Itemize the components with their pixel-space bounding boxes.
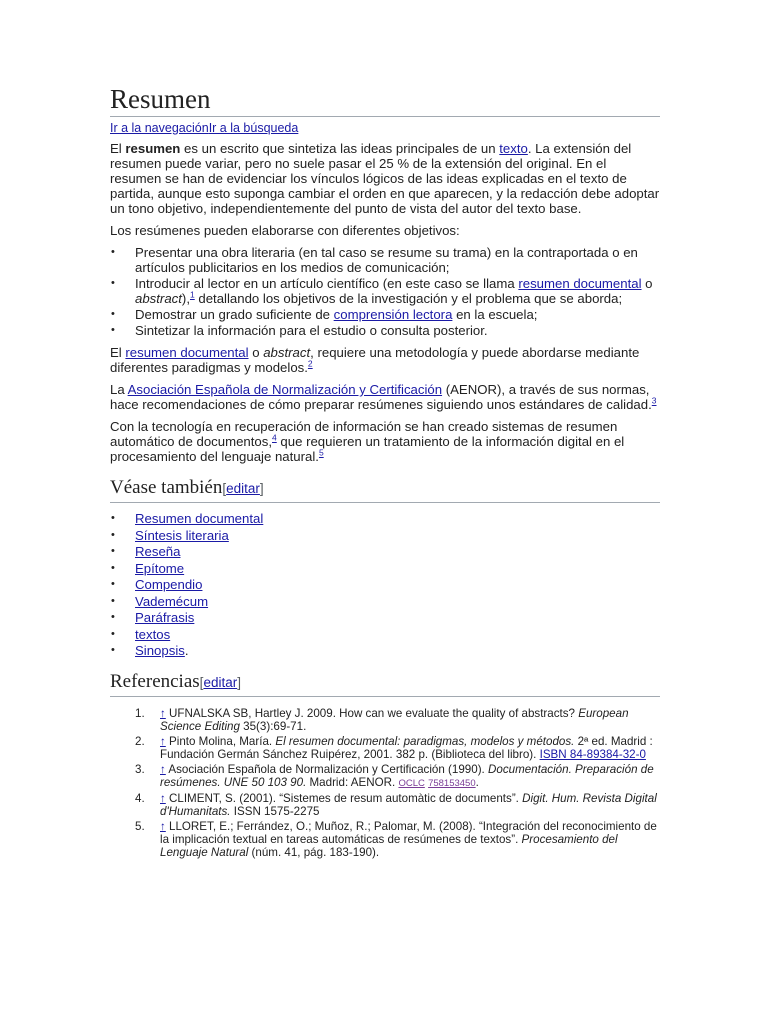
- intro-paragraph: El resumen es un escrito que sintetiza las ideas principales de un texto. La extensión del resumen puede variar, pero no suele pasar el 25 % de la extensión del original. En el resumen se han de evidenciar los vínculos lógicos de las ideas explicadas en el texto de partida, aunque esto suponga cambiar el orden en que aparecen, y la redacción debe adoptar un tono objetivo, independientemente del punto de vista del autor del texto base.: [110, 141, 660, 216]
- reference-item: 1. ↑ UFNALSKA SB, Hartley J. 2009. How can we evaluate the quality of abstracts? European Science Editing 35(3):69-71.: [135, 707, 629, 734]
- jump-links: [110, 121, 660, 135]
- isbn-link[interactable]: ISBN 84-89384-32-0: [539, 748, 646, 762]
- see-also-link[interactable]: Síntesis literaria: [135, 527, 229, 543]
- see-also-link[interactable]: Compendio: [135, 577, 203, 592]
- list-item: [110, 577, 660, 592]
- list-item: [110, 561, 660, 576]
- citation-1-link[interactable]: 1: [189, 289, 195, 300]
- see-also-heading: Véase también[editar]: [110, 476, 660, 503]
- edit-section: [editar]: [199, 675, 241, 690]
- comprension-lectora-link[interactable]: comprensión lectora: [333, 307, 453, 322]
- list-item: • Introducir al lector en un artículo científico (en este caso se llama resumen documental o abstract),$^1$ detallando los objetivos de la investigación y el problema que se aborda;: [110, 276, 660, 306]
- reference-item: 5. ↑ LLORET, E.; Ferrández, O.; Muñoz, R.; Palomar, M. (2008). “Integración del reconocimiento de la implicación textual en tareas automáticas de resúmenes de textos”. Procesamiento del Lenguaje Natural (núm. 41, pág. 183-190).: [135, 819, 657, 860]
- reference-item: 4. ↑ CLIMENT, S. (2001). “Sistemes de resum automàtic de documents”. Digit. Hum. Revista Digital d'Humanitats. ISSN 1575-2275: [135, 791, 657, 818]
- objectives-list: [110, 245, 660, 338]
- resumen-documental-link[interactable]: resumen documental: [518, 276, 642, 291]
- back-to-citation-link[interactable]: ↑: [160, 762, 166, 776]
- back-to-citation-link[interactable]: ↑: [160, 791, 166, 805]
- see-also-link[interactable]: Epítome: [135, 560, 185, 576]
- edit-see-also-link[interactable]: editar: [226, 481, 260, 496]
- list-item: [110, 627, 660, 642]
- page-title: Resumen: [110, 82, 660, 117]
- see-also-link[interactable]: Vademécum: [135, 593, 209, 609]
- citation-4-link[interactable]: 4: [272, 432, 277, 443]
- back-to-citation-link[interactable]: ↑: [160, 734, 166, 748]
- list-item: [110, 528, 660, 543]
- list-item: [110, 610, 660, 625]
- reference-item: 2. ↑ Pinto Molina, María. El resumen documental: paradigmas, modelos y métodos. 2ª ed. Madrid : Fundación Germán Sánchez Ruipérez, 2001. 382 p. (Biblioteca del libro). ISBN 84-89384-32-0: [135, 734, 653, 762]
- aenor-paragraph: La Asociación Española de Normalización y Certificación (AENOR), a través de sus normas, hace recomendaciones de cómo preparar resúmenes siguiendo unos estándares de calidad.$^3$: [110, 382, 657, 412]
- see-also-link[interactable]: Sinopsis: [135, 643, 185, 658]
- oclc-link[interactable]: OCLC: [398, 778, 425, 790]
- technology-paragraph: Con la tecnología en recuperación de información se han creado sistemas de resumen automático de documentos,$^4$ que requieren un tratamiento de la información digital en el procesamiento del lenguaje natural.$^5$: [110, 419, 625, 464]
- references-list: [110, 707, 660, 859]
- see-also-link[interactable]: Resumen documental: [135, 511, 264, 526]
- edit-section: [editar]: [222, 481, 264, 496]
- edit-references-link[interactable]: editar: [203, 675, 238, 690]
- article: [110, 82, 660, 861]
- list-item: • Presentar una obra literaria (en tal caso se resume su trama) en la contraportada o en artículos publicitarios en los medios de comunicación;: [110, 245, 660, 275]
- reference-item: 3. ↑ Asociación Española de Normalización y Certificación (1990). Documentación. Preparación de resúmenes. UNE 50 103 90. Madrid: AENOR. OCLC 758153450.: [135, 762, 654, 790]
- citation-3-link[interactable]: 3: [651, 395, 657, 406]
- list-item: • Sinopsis.: [110, 643, 660, 658]
- see-also-link[interactable]: textos: [135, 626, 171, 642]
- see-also-list: [110, 511, 660, 658]
- citation-2-link[interactable]: 2: [307, 358, 313, 369]
- citation-5-link[interactable]: 5: [318, 447, 324, 458]
- oclc-number-link[interactable]: 758153450: [428, 778, 476, 790]
- see-also-link[interactable]: Reseña: [135, 544, 181, 559]
- back-to-citation-link[interactable]: ↑: [160, 707, 166, 720]
- abstract-paragraph: El resumen documental o abstract, requiere una metodología y puede abordarse mediante diferentes paradigmas y modelos.$^2$: [110, 345, 640, 375]
- list-item: [110, 544, 660, 559]
- back-to-citation-link[interactable]: ↑: [160, 819, 166, 833]
- aenor-link[interactable]: Asociación Española de Normalización y Certificación: [127, 382, 443, 397]
- objectives-intro: Los resúmenes pueden elaborarse con diferentes objetivos:: [110, 223, 460, 238]
- list-item: [110, 594, 660, 609]
- bold-term: resumen: [125, 141, 181, 156]
- list-item: • Sintetizar la información para el estudio o consulta posterior.: [110, 323, 660, 338]
- resumen-documental-link-2[interactable]: resumen documental: [125, 345, 249, 360]
- list-item: [110, 511, 660, 526]
- jump-to-navigation-link[interactable]: Ir a la navegación: [110, 121, 209, 135]
- texto-link[interactable]: texto: [499, 141, 528, 156]
- see-also-link[interactable]: Paráfrasis: [135, 610, 195, 625]
- jump-to-search-link[interactable]: Ir a la búsqueda: [208, 121, 299, 135]
- list-item: • Demostrar un grado suficiente de comprensión lectora en la escuela;: [110, 307, 660, 322]
- references-heading: Referencias[editar]: [110, 670, 660, 697]
